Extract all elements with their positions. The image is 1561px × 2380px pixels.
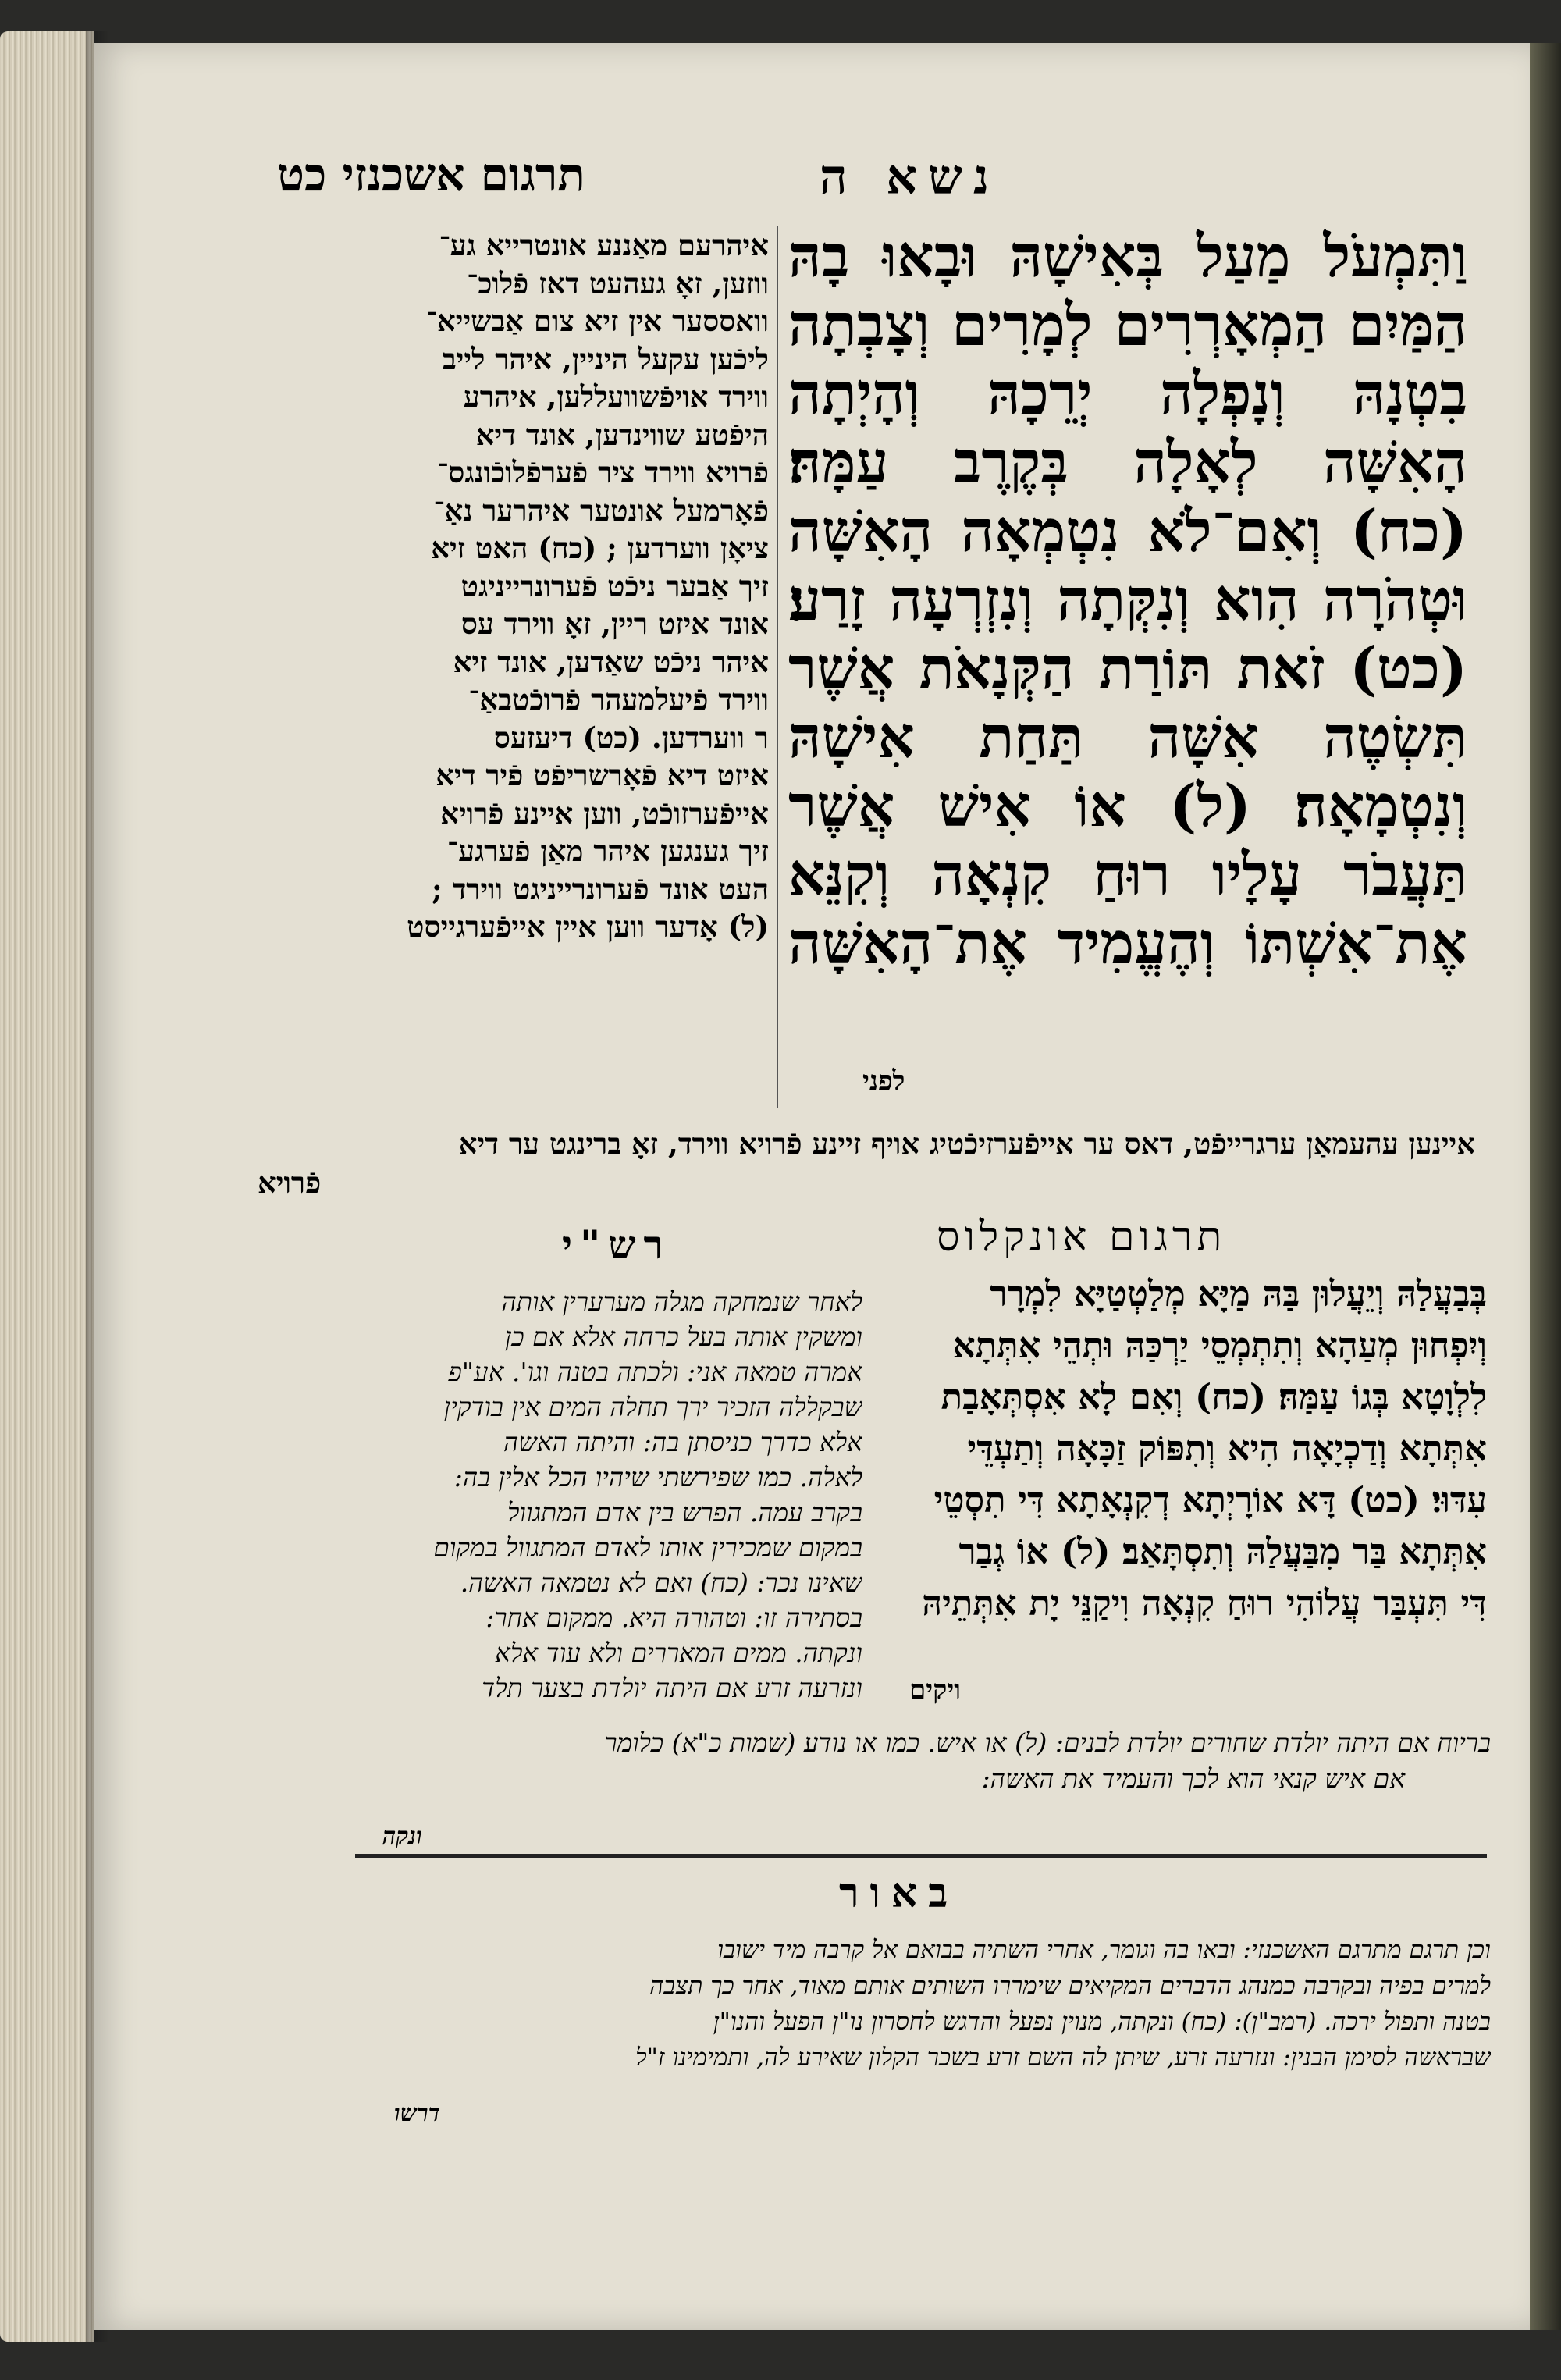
onkelos-line: דִּי תִּעְבַּר עֲלוֹהִי רוּחַ קִנְאָה וִיקַנֵּי יָת אִתְּתֵיהּ	[922, 1582, 1487, 1624]
yiddish-line: העט אונד פֿערונרייניגט ווירד ;	[431, 871, 769, 906]
torah-line: תִּשְׂטֶה אִשָּׁה תַּחַת אִישָׁהּ	[788, 704, 1467, 771]
onkelos-line: בְּבַעֲלַהּ וְיֵעֲלוּן בַּהּ מַיָּא מְלַטְטַיָּא לִמְרָר	[990, 1273, 1487, 1315]
yiddish-line: ליכֿען עקעל היניין, איהר לייב	[442, 341, 769, 376]
yiddish-line: זיך גענגען איהר מאַן פֿערגע־	[446, 834, 769, 868]
rashi-continuation	[343, 1725, 1491, 1797]
biur-line: וכן תרגם מתרגם האשכנזי: ובאו בה וגומר, אחרי השתיה בבואם אל קרבה מיד ישובו	[717, 1936, 1491, 1964]
torah-text	[788, 222, 1467, 1105]
rashi-header: רש"י	[562, 1222, 671, 1268]
book-page-edges	[0, 31, 94, 2342]
rashi-line: במקום שמכירין אותו לאדם המתגוול במקום	[433, 1532, 862, 1563]
rashi-line: אלא כדרך כניסתן בה: והיתה האשה	[503, 1427, 862, 1457]
rashi-cont-line: אם איש קנאי הוא לכך והעמיד את האשה:	[981, 1763, 1405, 1794]
onkelos-header: תרגום אונקלוס	[937, 1214, 1227, 1261]
rashi-catchword: ונקה	[382, 1823, 422, 1850]
torah-line: בִטְנָהּ וְנָפְלָה יְרֵכָהּ וְהָיְתָה	[788, 361, 1467, 428]
section-rule	[355, 1854, 1487, 1858]
page-right-edge	[1526, 43, 1561, 2330]
yiddish-line: אונד איזט ריין, זאָ ווירד עס	[460, 607, 769, 641]
rashi-line: אמרה טמאה אני: ולכתה בטנה וגו'. אע"פ	[448, 1357, 862, 1387]
yiddish-translation	[269, 226, 769, 946]
yiddish-line: ווזען, זאָ געהעט דאז פֿלוכ־	[467, 265, 769, 301]
torah-line: וּטְהֹרָה הִוא וְנִקְּתָה וְנִזְרְעָה זָרַע׃	[788, 567, 1467, 634]
biur-catchword: דרשו	[394, 2100, 441, 2127]
rashi-line: בקרב עמה. הפרש בין אדם המתגוול	[507, 1497, 862, 1528]
rashi-line: ומשקין אותה בעל כרחה אלא אם כן	[505, 1322, 862, 1352]
yiddish-line: ר ווערדען. (כט) דיעזעס	[493, 720, 769, 755]
torah-line: (כט) זֹאת תּוֹרַת הַקְּנָאֹת אֲשֶׁר	[788, 635, 1467, 703]
yiddish-line: ווירד אויפֿשוועללען, איהרע	[463, 379, 769, 414]
onkelos-line: לִלְוָטָא בְּגוֹ עַמַּהּ׃ (כח) וְאִם לָא אִסְתְּאָבַת	[941, 1376, 1487, 1418]
running-header-left: תרגום אשכנזי כט	[277, 148, 585, 201]
yiddish-line: פֿרויא ווירד ציר פֿערפֿלוכֿונגס־	[437, 455, 769, 489]
torah-line: (כח) וְאִם־לֹא נִטְמְאָה הָאִשָּׁה	[788, 498, 1467, 565]
rashi-line: שאינו נכר: (כח) ואם לא נטמאה האשה.	[460, 1567, 862, 1598]
onkelos-text	[870, 1268, 1487, 1629]
rashi-line: בסתירה זו: וטהורה היא. ממקום אחר:	[485, 1603, 862, 1633]
onkelos-catchword: ויקים	[909, 1674, 961, 1706]
onkelos-line: אִתְּתָא בַּר מִבַּעֲלַהּ וְתִסְתָּאַב׃ (ל) אוֹ גְבַר	[958, 1531, 1487, 1572]
torah-line: הָאִשָּׁה לְאָלָה בְּקֶרֶב עַמָּהּ׃	[788, 429, 1467, 496]
column-divider	[777, 226, 778, 1108]
biur-line: למרים בפיה ובקרבה כמנהג הדברים המקיאים שימררו השותים אותם מאוד, אחר כך תצבה	[649, 1972, 1491, 2000]
biur-line: בטנה ותפול ירכה. (רמב"ן): (כח) ונקתה, מנוין נפעל והדגש לחסרון נו"ן הפעל והנו"ן	[713, 2008, 1491, 2036]
yiddish-cont-line: פֿרויא	[258, 1165, 322, 1200]
torah-catchword: לפני	[862, 1065, 905, 1097]
yiddish-line: וואססער אין זיא צום אַבשייא־	[425, 304, 769, 338]
rashi-line: לאלה. כמו שפירשתי שיהיו הכל אלין בה:	[453, 1462, 862, 1492]
yiddish-line: אייפֿערזוכֿט, ווען איינע פֿרויא	[440, 795, 769, 831]
yiddish-line: היפֿטע שווינדען, אונד דיא	[475, 417, 769, 452]
torah-line: תַּעֲבֹר עָלָיו רוּחַ קִנְאָה וְקִנֵּא	[788, 841, 1467, 909]
rashi-cont-line: בריוח אם היתה יולדת שחורים יולדת לבנים: (ל) או איש. כמו או נודע (שמות כ"א) כלומר	[604, 1727, 1491, 1758]
yiddish-line: איהר ניכֿט שאַדען, אונד זיא	[453, 644, 769, 679]
yiddish-line: (ל) אָדער ווען איין אייפֿערגייסט	[407, 909, 769, 944]
yiddish-line: איזט דיא פֿאָרשריפֿט פֿיר דיא	[436, 758, 769, 792]
onkelos-line: אִתְּתָא וְדַכְיָאָה הִיא וְתִפּוֹק זַכָּאָה וְתַעְדֵּי	[967, 1428, 1487, 1469]
rashi-line: לאחר שנמחקה מגלה מערערין אותה	[501, 1286, 862, 1317]
biur-line: שבראשה לסימן הבנין: ונזרעה זרע, שיתן לה השם זרע בשכר הקלון שאירע לה, ותמימינו ז"ל	[635, 2044, 1491, 2072]
yiddish-line: זיך אַבער ניכֿט פֿערונרייניגט	[460, 568, 769, 603]
rashi-line: ונזרעה זרע אם היתה יולדת בצער תלד	[482, 1673, 862, 1703]
yiddish-line: פֿאָרמעל אונטער איהרער נאַ־	[433, 493, 769, 528]
torah-line: וַתִּמְעֹל מַעַל בְּאִישָׁהּ וּבָאוּ בָהּ	[788, 223, 1467, 290]
torah-line: וְנִטְמָאָה׃ (ל) אוֹ אִישׁ אֲשֶׁר	[788, 773, 1467, 840]
rashi-commentary	[363, 1284, 862, 1706]
yiddish-line: ציאָן ווערדען ; (כח) האט זיא	[431, 531, 769, 565]
running-header-right: נשא ה	[820, 148, 1001, 205]
rashi-line: ונקתה. ממים המאררים ולא עוד אלא	[495, 1638, 862, 1668]
onkelos-line: עִדּוּי׃ (כט) דָּא אוֹרָיְתָא דְקִנְאָתָא דִּי תִסְטֵי	[933, 1479, 1487, 1521]
yiddish-line: איהרעם מאַננע אונטרייא גע־	[439, 228, 769, 262]
torah-line: הַמַּיִם הַמְאָרְרִים לְמָרִים וְצָבְתָה	[788, 292, 1467, 359]
rashi-line: שבקללה הזכיר ירך תחלה המים אין בודקין	[443, 1392, 862, 1422]
onkelos-line: וְיִפְחוּן מְעַהָא וְתִתְמְסֵי יַרְכַּהּ וּתְהֵי אִתְּתָא	[952, 1325, 1487, 1366]
yiddish-line: ווירד פֿיעלמעהר פֿרוכֿטבאַ־	[468, 682, 769, 717]
yiddish-continuation	[258, 1124, 1475, 1202]
biur-commentary	[367, 1932, 1491, 2076]
yiddish-cont-line: איינען עהעמאַן ערגרייפֿט, דאס ער אייפֿערזיכֿטיג אויף זיינע פֿרויא ווירד, זאָ ברינגט ער דיא	[458, 1126, 1475, 1161]
torah-line: אֶת־אִשְׁתּוֹ וְהֶעֱמִיד אֶת־הָאִשָּׁה	[788, 910, 1467, 977]
biur-header: באור	[839, 1869, 959, 1917]
